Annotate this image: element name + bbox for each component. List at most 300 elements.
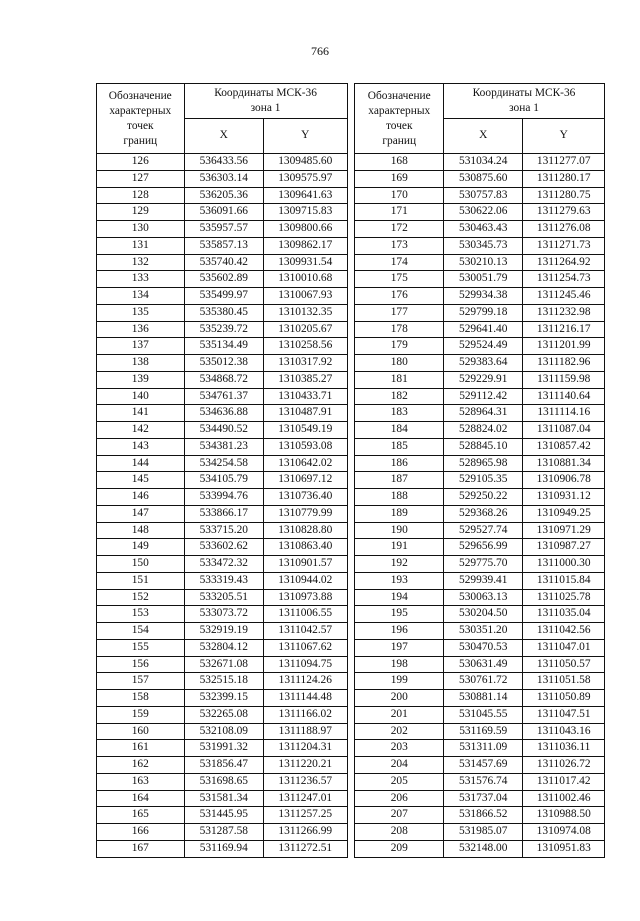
point-id-cell: 166: [97, 824, 185, 841]
table-row: [355, 170, 605, 187]
x-coordinate-cell: 531581.34: [184, 790, 263, 807]
table-gap: [348, 83, 355, 858]
table-row: [97, 170, 348, 187]
header-point-line: точек: [127, 119, 154, 132]
point-id-cell: 164: [97, 790, 185, 807]
x-coordinate-cell: 531576.74: [444, 773, 523, 790]
y-coordinate-cell: 1311216.17: [523, 321, 605, 338]
x-coordinate-cell: 529656.99: [444, 539, 523, 556]
y-coordinate-cell: 1311264.92: [523, 254, 605, 271]
table-row: [97, 355, 348, 372]
y-coordinate-cell: 1309862.17: [264, 237, 348, 254]
point-id-cell: 185: [355, 438, 444, 455]
y-coordinate-cell: 1309715.83: [264, 204, 348, 221]
table-row: [97, 656, 348, 673]
y-coordinate-cell: 1310205.67: [264, 321, 348, 338]
point-id-cell: 203: [355, 740, 444, 757]
y-coordinate-cell: 1311280.17: [523, 170, 605, 187]
point-id-cell: 135: [97, 304, 185, 321]
point-id-cell: 201: [355, 706, 444, 723]
y-coordinate-cell: 1311000.30: [523, 556, 605, 573]
table-row: [355, 706, 605, 723]
y-coordinate-cell: 1311050.57: [523, 656, 605, 673]
y-coordinate-cell: 1311067.62: [264, 639, 348, 656]
y-coordinate-cell: 1311271.73: [523, 237, 605, 254]
point-id-cell: 155: [97, 639, 185, 656]
y-coordinate-cell: 1311114.16: [523, 405, 605, 422]
table-row: [355, 740, 605, 757]
y-coordinate-cell: 1311166.02: [264, 706, 348, 723]
table-row: [97, 673, 348, 690]
point-id-cell: 208: [355, 824, 444, 841]
x-coordinate-cell: 531445.95: [184, 807, 263, 824]
y-coordinate-cell: 1310949.25: [523, 505, 605, 522]
y-coordinate-cell: 1310779.99: [264, 505, 348, 522]
x-coordinate-cell: 531737.04: [444, 790, 523, 807]
x-coordinate-cell: 530761.72: [444, 673, 523, 690]
point-id-cell: 148: [97, 522, 185, 539]
point-id-cell: 163: [97, 773, 185, 790]
x-coordinate-cell: 530063.13: [444, 589, 523, 606]
x-coordinate-cell: 530757.83: [444, 187, 523, 204]
point-id-cell: 188: [355, 489, 444, 506]
x-coordinate-cell: 532148.00: [444, 840, 523, 857]
point-id-cell: 160: [97, 723, 185, 740]
point-id-cell: 156: [97, 656, 185, 673]
table-row: [355, 388, 605, 405]
table-row: [355, 321, 605, 338]
y-coordinate-cell: 1310951.83: [523, 840, 605, 857]
point-id-cell: 197: [355, 639, 444, 656]
point-id-cell: 154: [97, 623, 185, 640]
x-coordinate-cell: 531866.52: [444, 807, 523, 824]
x-coordinate-cell: 534761.37: [184, 388, 263, 405]
y-coordinate-cell: 1310988.50: [523, 807, 605, 824]
table-row: [355, 254, 605, 271]
table-row: [355, 539, 605, 556]
point-id-cell: 193: [355, 572, 444, 589]
x-coordinate-cell: 531698.65: [184, 773, 263, 790]
x-coordinate-cell: 533866.17: [184, 505, 263, 522]
y-coordinate-cell: 1311236.57: [264, 773, 348, 790]
point-id-cell: 158: [97, 690, 185, 707]
table-row: [355, 757, 605, 774]
x-coordinate-cell: 529527.74: [444, 522, 523, 539]
header-point-line: Обозначение: [108, 89, 172, 102]
x-coordinate-cell: 533602.62: [184, 539, 263, 556]
table-row: [97, 522, 348, 539]
y-coordinate-cell: 1310736.40: [264, 489, 348, 506]
x-coordinate-cell: 533715.20: [184, 522, 263, 539]
x-coordinate-cell: 535957.57: [184, 221, 263, 238]
x-coordinate-cell: 529105.35: [444, 472, 523, 489]
x-coordinate-cell: 529775.70: [444, 556, 523, 573]
point-id-cell: 147: [97, 505, 185, 522]
table-row: [97, 723, 348, 740]
y-coordinate-cell: 1310258.56: [264, 338, 348, 355]
point-id-cell: 174: [355, 254, 444, 271]
header-coord-zone: зона 1: [509, 102, 539, 114]
table-row: [355, 589, 605, 606]
table-row: [97, 757, 348, 774]
point-id-cell: 191: [355, 539, 444, 556]
x-coordinate-cell: 530051.79: [444, 271, 523, 288]
coordinates-table-right: [354, 83, 605, 858]
point-id-cell: 137: [97, 338, 185, 355]
table-row: [355, 790, 605, 807]
table-row: [355, 824, 605, 841]
point-id-cell: 128: [97, 187, 185, 204]
y-coordinate-cell: 1311087.04: [523, 422, 605, 439]
point-id-cell: 207: [355, 807, 444, 824]
x-coordinate-cell: 529383.64: [444, 355, 523, 372]
point-id-cell: 133: [97, 271, 185, 288]
table-row: [97, 455, 348, 472]
point-id-cell: 139: [97, 371, 185, 388]
point-id-cell: 171: [355, 204, 444, 221]
table-row: [97, 606, 348, 623]
x-coordinate-cell: 532515.18: [184, 673, 263, 690]
x-coordinate-cell: 531991.32: [184, 740, 263, 757]
table-row: [355, 355, 605, 372]
point-id-cell: 189: [355, 505, 444, 522]
point-id-cell: 209: [355, 840, 444, 857]
table-row: [97, 639, 348, 656]
table-row: [355, 522, 605, 539]
table-row: [355, 204, 605, 221]
y-coordinate-cell: 1311232.98: [523, 304, 605, 321]
y-coordinate-cell: 1310549.19: [264, 422, 348, 439]
header-coord-title: Координаты МСК-36: [214, 87, 317, 99]
x-coordinate-cell: 532108.09: [184, 723, 263, 740]
x-coordinate-cell: 534381.23: [184, 438, 263, 455]
table-row: [355, 639, 605, 656]
y-coordinate-cell: 1311002.46: [523, 790, 605, 807]
table-row: [97, 254, 348, 271]
point-id-cell: 146: [97, 489, 185, 506]
x-coordinate-cell: 529799.18: [444, 304, 523, 321]
x-coordinate-cell: 536205.36: [184, 187, 263, 204]
x-coordinate-cell: 532399.15: [184, 690, 263, 707]
table-row: [97, 438, 348, 455]
y-coordinate-cell: 1310901.57: [264, 556, 348, 573]
y-coordinate-cell: 1310433.71: [264, 388, 348, 405]
table-row: [355, 472, 605, 489]
table-row: [97, 187, 348, 204]
table-row: [97, 388, 348, 405]
x-coordinate-cell: 532919.19: [184, 623, 263, 640]
table-row: [355, 237, 605, 254]
x-coordinate-cell: 535012.38: [184, 355, 263, 372]
y-coordinate-cell: 1311015.84: [523, 572, 605, 589]
point-id-cell: 182: [355, 388, 444, 405]
x-coordinate-cell: 531287.58: [184, 824, 263, 841]
point-id-cell: 190: [355, 522, 444, 539]
x-coordinate-cell: 533205.51: [184, 589, 263, 606]
y-coordinate-cell: 1311047.51: [523, 706, 605, 723]
y-coordinate-cell: 1309641.63: [264, 187, 348, 204]
y-coordinate-cell: 1311276.08: [523, 221, 605, 238]
table-row: [355, 807, 605, 824]
point-id-cell: 136: [97, 321, 185, 338]
coordinates-table-left: [96, 83, 348, 858]
x-coordinate-cell: 530875.60: [444, 170, 523, 187]
y-coordinate-cell: 1310132.35: [264, 304, 348, 321]
y-coordinate-cell: 1311026.72: [523, 757, 605, 774]
point-id-cell: 196: [355, 623, 444, 640]
point-id-cell: 167: [97, 840, 185, 857]
y-coordinate-cell: 1311266.99: [264, 824, 348, 841]
point-id-cell: 200: [355, 690, 444, 707]
table-row: [355, 606, 605, 623]
table-row: [355, 690, 605, 707]
y-coordinate-cell: 1311006.55: [264, 606, 348, 623]
y-coordinate-cell: 1311201.99: [523, 338, 605, 355]
y-coordinate-cell: 1311204.31: [264, 740, 348, 757]
point-id-cell: 175: [355, 271, 444, 288]
table-row: [355, 187, 605, 204]
y-coordinate-cell: 1310010.68: [264, 271, 348, 288]
point-id-cell: 149: [97, 539, 185, 556]
x-coordinate-cell: 528824.02: [444, 422, 523, 439]
point-id-cell: 153: [97, 606, 185, 623]
point-id-cell: 157: [97, 673, 185, 690]
table-row: [355, 221, 605, 238]
header-point-line: границ: [382, 134, 417, 147]
y-coordinate-cell: 1310973.88: [264, 589, 348, 606]
x-coordinate-cell: 532671.08: [184, 656, 263, 673]
point-id-cell: 151: [97, 572, 185, 589]
x-coordinate-cell: 535740.42: [184, 254, 263, 271]
table-row: [355, 405, 605, 422]
y-coordinate-cell: 1310828.80: [264, 522, 348, 539]
y-coordinate-cell: 1310863.40: [264, 539, 348, 556]
table-row: [355, 656, 605, 673]
header-coordinates: [444, 84, 605, 119]
table-row: [355, 556, 605, 573]
x-coordinate-cell: 533472.32: [184, 556, 263, 573]
header-point-label: [355, 84, 444, 154]
point-id-cell: 144: [97, 455, 185, 472]
x-coordinate-cell: 530881.14: [444, 690, 523, 707]
table-row: [97, 572, 348, 589]
y-coordinate-cell: 1309485.60: [264, 154, 348, 171]
x-coordinate-cell: 535602.89: [184, 271, 263, 288]
x-coordinate-cell: 531169.59: [444, 723, 523, 740]
point-id-cell: 206: [355, 790, 444, 807]
table-row: [97, 304, 348, 321]
y-coordinate-cell: 1311254.73: [523, 271, 605, 288]
table-row: [355, 505, 605, 522]
table-row: [97, 505, 348, 522]
x-coordinate-cell: 536091.66: [184, 204, 263, 221]
header-point-line: характерных: [368, 104, 431, 117]
y-coordinate-cell: 1311272.51: [264, 840, 348, 857]
point-id-cell: 183: [355, 405, 444, 422]
y-coordinate-cell: 1311257.25: [264, 807, 348, 824]
x-coordinate-cell: 531856.47: [184, 757, 263, 774]
header-point-line: характерных: [109, 104, 172, 117]
x-coordinate-cell: 530204.50: [444, 606, 523, 623]
header-coordinates: [184, 84, 347, 119]
table-row: [97, 807, 348, 824]
point-id-cell: 169: [355, 170, 444, 187]
point-id-cell: 192: [355, 556, 444, 573]
y-coordinate-cell: 1311182.96: [523, 355, 605, 372]
y-coordinate-cell: 1310931.12: [523, 489, 605, 506]
x-coordinate-cell: 531045.55: [444, 706, 523, 723]
table-row: [355, 154, 605, 171]
y-coordinate-cell: 1311042.57: [264, 623, 348, 640]
point-id-cell: 199: [355, 673, 444, 690]
table-row: [97, 773, 348, 790]
y-coordinate-cell: 1311277.07: [523, 154, 605, 171]
table-row: [97, 154, 348, 171]
y-coordinate-cell: 1311043.16: [523, 723, 605, 740]
x-coordinate-cell: 530210.13: [444, 254, 523, 271]
y-coordinate-cell: 1311035.04: [523, 606, 605, 623]
point-id-cell: 180: [355, 355, 444, 372]
point-id-cell: 134: [97, 288, 185, 305]
x-coordinate-cell: 535857.13: [184, 237, 263, 254]
y-coordinate-cell: 1310385.27: [264, 371, 348, 388]
point-id-cell: 178: [355, 321, 444, 338]
point-id-cell: 177: [355, 304, 444, 321]
x-coordinate-cell: 529112.42: [444, 388, 523, 405]
table-row: [355, 304, 605, 321]
table-row: [97, 288, 348, 305]
x-coordinate-cell: 531169.94: [184, 840, 263, 857]
point-id-cell: 140: [97, 388, 185, 405]
x-coordinate-cell: 531311.09: [444, 740, 523, 757]
y-coordinate-cell: 1311050.89: [523, 690, 605, 707]
x-coordinate-cell: 529229.91: [444, 371, 523, 388]
y-coordinate-cell: 1311159.98: [523, 371, 605, 388]
point-id-cell: 204: [355, 757, 444, 774]
y-coordinate-cell: 1311094.75: [264, 656, 348, 673]
point-id-cell: 165: [97, 807, 185, 824]
table-row: [97, 338, 348, 355]
table-row: [97, 271, 348, 288]
table-row: [355, 455, 605, 472]
header-point-line: Обозначение: [367, 89, 431, 102]
y-coordinate-cell: 1310987.27: [523, 539, 605, 556]
point-id-cell: 205: [355, 773, 444, 790]
point-id-cell: 129: [97, 204, 185, 221]
x-coordinate-cell: 535239.72: [184, 321, 263, 338]
point-id-cell: 202: [355, 723, 444, 740]
table-row: [97, 623, 348, 640]
y-coordinate-cell: 1311036.11: [523, 740, 605, 757]
table-body-right: [355, 154, 605, 858]
header-y: Y: [264, 119, 348, 154]
x-coordinate-cell: 532804.12: [184, 639, 263, 656]
table-row: [355, 338, 605, 355]
y-coordinate-cell: 1311188.97: [264, 723, 348, 740]
point-id-cell: 194: [355, 589, 444, 606]
point-id-cell: 161: [97, 740, 185, 757]
point-id-cell: 184: [355, 422, 444, 439]
point-id-cell: 130: [97, 221, 185, 238]
x-coordinate-cell: 530351.20: [444, 623, 523, 640]
x-coordinate-cell: 536303.14: [184, 170, 263, 187]
table-row: [97, 824, 348, 841]
y-coordinate-cell: 1310317.92: [264, 355, 348, 372]
header-y: Y: [523, 119, 605, 154]
table-row: [97, 221, 348, 238]
y-coordinate-cell: 1310487.91: [264, 405, 348, 422]
table-row: [97, 589, 348, 606]
y-coordinate-cell: 1311144.48: [264, 690, 348, 707]
y-coordinate-cell: 1310067.93: [264, 288, 348, 305]
x-coordinate-cell: 533994.76: [184, 489, 263, 506]
y-coordinate-cell: 1309800.66: [264, 221, 348, 238]
y-coordinate-cell: 1310642.02: [264, 455, 348, 472]
x-coordinate-cell: 529641.40: [444, 321, 523, 338]
point-id-cell: 159: [97, 706, 185, 723]
y-coordinate-cell: 1311245.46: [523, 288, 605, 305]
point-id-cell: 179: [355, 338, 444, 355]
y-coordinate-cell: 1309575.97: [264, 170, 348, 187]
table-row: [355, 489, 605, 506]
point-id-cell: 143: [97, 438, 185, 455]
point-id-cell: 132: [97, 254, 185, 271]
point-id-cell: 145: [97, 472, 185, 489]
y-coordinate-cell: 1310881.34: [523, 455, 605, 472]
y-coordinate-cell: 1311247.01: [264, 790, 348, 807]
x-coordinate-cell: 531457.69: [444, 757, 523, 774]
header-point-label: [97, 84, 185, 154]
table-row: [355, 773, 605, 790]
table-row: [355, 422, 605, 439]
y-coordinate-cell: 1310971.29: [523, 522, 605, 539]
x-coordinate-cell: 529934.38: [444, 288, 523, 305]
x-coordinate-cell: 531034.24: [444, 154, 523, 171]
table-row: [97, 204, 348, 221]
point-id-cell: 141: [97, 405, 185, 422]
header-x: X: [184, 119, 263, 154]
table-row: [355, 271, 605, 288]
table-row: [97, 706, 348, 723]
point-id-cell: 142: [97, 422, 185, 439]
table-row: [97, 472, 348, 489]
point-id-cell: 131: [97, 237, 185, 254]
point-id-cell: 187: [355, 472, 444, 489]
table-row: [355, 840, 605, 857]
x-coordinate-cell: 534490.52: [184, 422, 263, 439]
header-coord-zone: зона 1: [250, 102, 281, 114]
point-id-cell: 181: [355, 371, 444, 388]
table-row: [97, 740, 348, 757]
x-coordinate-cell: 534254.58: [184, 455, 263, 472]
point-id-cell: 176: [355, 288, 444, 305]
x-coordinate-cell: 530463.43: [444, 221, 523, 238]
table-row: [97, 422, 348, 439]
x-coordinate-cell: 535134.49: [184, 338, 263, 355]
y-coordinate-cell: 1311220.21: [264, 757, 348, 774]
y-coordinate-cell: 1311140.64: [523, 388, 605, 405]
y-coordinate-cell: 1311279.63: [523, 204, 605, 221]
table-row: [355, 723, 605, 740]
header-coord-title: Координаты МСК-36: [472, 87, 576, 99]
x-coordinate-cell: 529250.22: [444, 489, 523, 506]
x-coordinate-cell: 529524.49: [444, 338, 523, 355]
point-id-cell: 150: [97, 556, 185, 573]
point-id-cell: 170: [355, 187, 444, 204]
table-body-left: [97, 154, 348, 858]
x-coordinate-cell: 533319.43: [184, 572, 263, 589]
x-coordinate-cell: 529939.41: [444, 572, 523, 589]
